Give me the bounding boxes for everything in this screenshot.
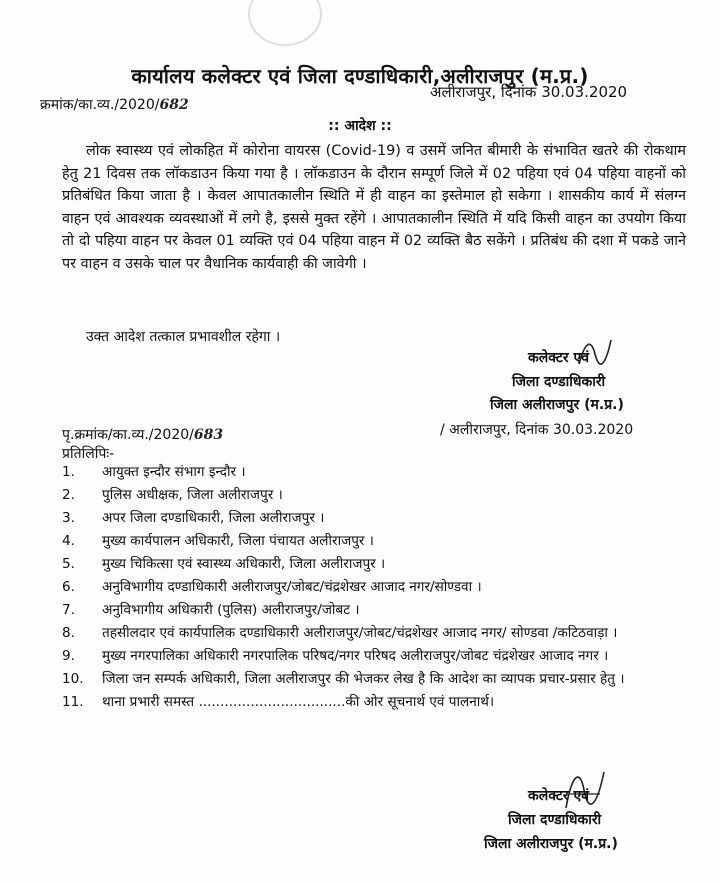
- sig2-line1: कलेक्टर एवं: [528, 788, 590, 804]
- order-reference: [40, 95, 189, 114]
- list-item: 4. मुख्य कार्यपालन अधिकारी, जिला पंचायत अलीराजपुर ।: [62, 533, 374, 549]
- list-item: 5. मुख्य चिकित्सा एवं स्वास्थ्य अधिकारी, जिला अलीराजपुर ।: [62, 556, 386, 572]
- list-item: 6. अनुविभागीय दण्डाधिकारी अलीराजपुर/जोबट/चंद्रशेखर आजाद नगर/सोण्डवा ।: [62, 579, 482, 595]
- office-title: कार्यालय कलेक्टर एवं जिला दण्डाधिकारी,अलीराजपुर (म.प्र.): [131, 64, 589, 88]
- list-item: 3. अपर जिला दण्डाधिकारी, जिला अलीराजपुर ।: [62, 510, 325, 526]
- list-item: 8. तहसीलदार एवं कार्यपालिक दण्डाधिकारी अलीराजपुर/जोबट/चंद्रशेखर आजाद नगर/ सोण्डवा /कटिठवाड़ा ।: [62, 625, 618, 641]
- list-item: 2. पुलिस अधीक्षक, जिला अलीराजपुर ।: [62, 487, 283, 503]
- list-item: 1. आयुक्त इन्दौर संभाग इन्दौर ।: [62, 464, 246, 480]
- list-item: 9. मुख्य नगरपालिका अधिकारी नगरपालिक परिषद/नगर परिषद अलीराजपुर/जोबट चंद्रशेखर आजाद नगर ।: [62, 648, 609, 664]
- order-body: लोक स्वास्थ्य एवं लोकहित में कोरोना वायरस (Covid-19) व उसमें जनित बीमारी के संभावित खतरे की रोकथाम हेतु 21 दिवस तक लॉकडाउन किया गया है । लॉकडाउन के दौरान सम्पूर्ण जिले में 02 पहिया एवं 04 पहिया वाहनों को प्रतिबंधित किया जाता है । केवल आपातकालीन स्थिति में ही वाहन का इस्तेमाल हो सकेगा । शासकीय कार्य में संलग्न वाहन एवं आवश्यक व्यवस्थाओं में लगे है, इससे मुक्त रहेंगे । आपातकालीन स्थिति में यदि किसी वाहन का उपयोग किया तो दो पहिया वाहन पर केवल 01 व्यक्ति एवं 04 पहिया वाहन में 02 व्यक्ति बैठ सकेंगे । प्रतिबंध की दशा में पकडे जाने पर वाहन व उसके चाल पर वैधानिक कार्यवाही की जावेगी ।: [62, 143, 686, 272]
- signature-block-1: [528, 348, 589, 368]
- order-ref-handwritten: 682: [159, 97, 189, 113]
- sig1-line1: कलेक्टर एवं: [528, 350, 590, 366]
- office-stamp: [248, 0, 322, 46]
- endorsement-ref-handwritten: 683: [193, 427, 224, 443]
- sig1-line2: जिला दण्डाधिकारी: [512, 374, 606, 390]
- endorsement-reference: [62, 425, 223, 444]
- order-ref-number: क्रमांक/का.व्य./2020/: [40, 97, 160, 113]
- order-place-date: अलीराजपुर, दिनांक 30.03.2020: [430, 83, 628, 101]
- copy-label: प्रतिलिपिः-: [62, 446, 115, 462]
- effect-line: उक्त आदेश तत्काल प्रभावशील रहेगा ।: [86, 329, 281, 345]
- endorsement-place-date: / अलीराजपुर, दिनांक 30.03.2020: [440, 422, 634, 438]
- list-item: 11. थाना प्रभारी समस्त ..................................की ओर सूचनार्थ एवं पालनार्थ।: [62, 694, 495, 710]
- list-item: 10. जिला जन सम्पर्क अधिकारी, जिला अलीराजपुर की भेजकर लेख है कि आदेश का व्यापक प्रचार-प्रसार हेतु ।: [62, 671, 625, 687]
- sig2-line3: जिला अलीराजपुर (म.प्र.): [484, 836, 618, 852]
- endorsement-ref-number: पृ.क्रमांक/का.व्य./2020/: [62, 427, 194, 443]
- order-heading: :: आदेश ::: [328, 118, 392, 134]
- copy-list: [62, 462, 692, 715]
- list-item: 7. अनुविभागीय अधिकारी (पुलिस) अलीराजपुर/जोबट ।: [62, 602, 360, 618]
- sig1-line3: जिला अलीराजपुर (म.प्र.): [490, 397, 624, 413]
- sig2-line2: जिला दण्डाधिकारी: [508, 812, 602, 828]
